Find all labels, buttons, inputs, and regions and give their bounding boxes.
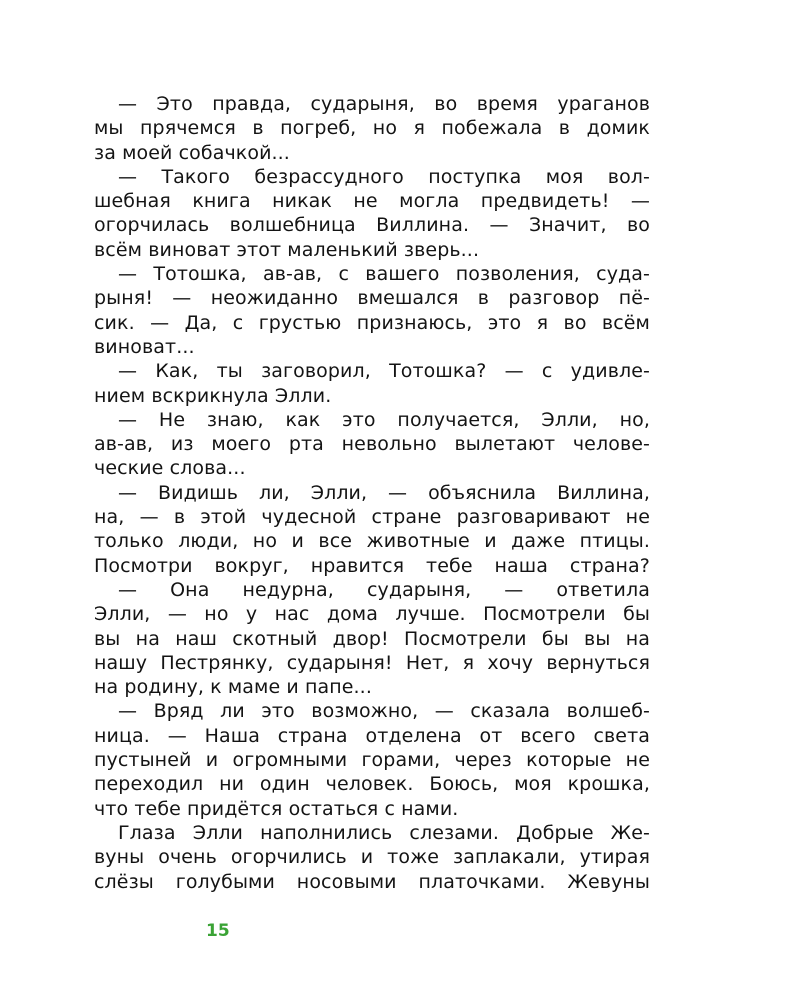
text-line: Глаза Элли наполнились слезами. Добрые Же-: [118, 821, 650, 844]
text-line: виноват...: [94, 335, 195, 358]
text-line: ав-ав, из моего рта невольно вылетают челове-: [94, 433, 650, 456]
text-line: огорчилась волшебница Виллина. — Значит, во: [94, 214, 650, 237]
text-line: на родину, к маме и папе...: [94, 676, 372, 699]
text-line: всём виноват этот маленький зверь...: [94, 238, 480, 261]
page-number: 15: [206, 921, 230, 941]
text-line: сик. — Да, с грустью признаюсь, это я во всём: [94, 311, 650, 334]
text-line: — Тотошка, ав-ав, с вашего позволения, суда-: [118, 263, 650, 286]
text-line: слёзы голубыми носовыми платочками. Жевуны: [94, 870, 650, 893]
text-line: нием вскрикнула Элли.: [94, 384, 332, 407]
text-line: ница. — Наша страна отделена от всего света: [94, 724, 650, 747]
text-line: — Это правда, сударыня, во время ураганов: [118, 93, 650, 115]
text-line: ческие слова...: [94, 457, 246, 480]
text-line: на, — в этой чудесной стране разговаривают не: [94, 506, 650, 529]
body-text: [94, 92, 650, 894]
text-line: что тебе придётся остаться с нами.: [94, 797, 459, 820]
text-line: Посмотри вокруг, нравится тебе наша страна?: [94, 554, 650, 577]
text-line: — Не знаю, как это получается, Элли, но,: [118, 408, 650, 431]
text-line: — Такого безрассудного поступка моя вол-: [118, 165, 650, 188]
text-line: — Вряд ли это возможно, — сказала волшеб-: [118, 700, 650, 723]
text-line: за моей собачкой...: [94, 141, 290, 164]
text-line: вы на наш скотный двор! Посмотрели бы вы на: [94, 627, 650, 650]
text-line: мы прячемся в погреб, но я побежала в домик: [94, 117, 650, 140]
text-line: только люди, но и все животные и даже птицы.: [94, 530, 650, 553]
text-line: шебная книга никак не могла предвидеть! —: [94, 190, 650, 213]
text-line: вуны очень огорчились и тоже заплакали, утирая: [94, 846, 650, 869]
text-line: — Как, ты заговорил, Тотошка? — с удивле-: [118, 360, 650, 383]
text-line: Элли, — но у нас дома лучше. Посмотрели бы: [94, 603, 650, 626]
text-line: — Она недурна, сударыня, — ответила: [118, 578, 650, 601]
text-line: пустыней и огромными горами, через которые не: [94, 749, 650, 772]
text-line: — Видишь ли, Элли, — объяснила Виллина,: [118, 481, 650, 504]
text-line: переходил ни один человек. Боюсь, моя крошка,: [94, 773, 650, 796]
text-line: нашу Пестрянку, сударыня! Нет, я хочу вернуться: [94, 651, 650, 674]
text-line: рыня! — неожиданно вмешался в разговор пё-: [94, 287, 650, 310]
